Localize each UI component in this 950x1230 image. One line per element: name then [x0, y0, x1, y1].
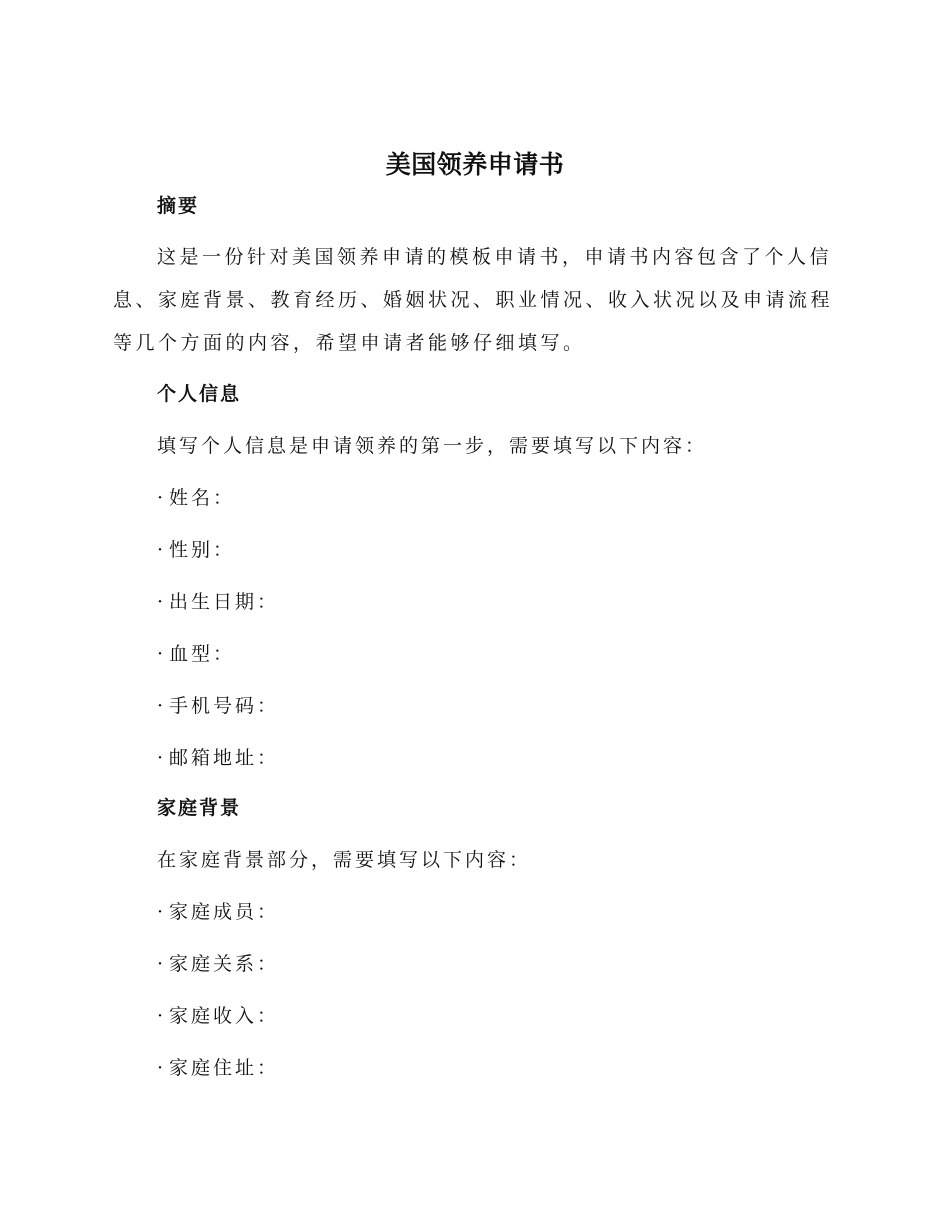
field-label: 手机号码：	[169, 695, 280, 717]
bullet: ·	[157, 901, 167, 923]
personal-info-intro: 填写个人信息是申请领养的第一步，需要填写以下内容：	[157, 435, 708, 457]
field-email	[157, 744, 279, 772]
bullet: ·	[157, 747, 167, 769]
field-label: 血型：	[169, 643, 236, 665]
family-background-intro: 在家庭背景部分，需要填写以下内容：	[157, 849, 532, 871]
field-family-address	[157, 1054, 279, 1082]
field-label: 姓名：	[169, 487, 236, 509]
document-title: 美国领养申请书	[385, 150, 565, 179]
field-label: 家庭住址：	[169, 1057, 280, 1079]
field-label: 家庭关系：	[169, 953, 280, 975]
field-label: 邮箱地址：	[169, 747, 280, 769]
field-name	[157, 484, 235, 512]
field-phone	[157, 692, 279, 720]
bullet: ·	[157, 1005, 167, 1027]
field-birth-date	[157, 588, 279, 616]
field-family-income	[157, 1002, 279, 1030]
field-label: 出生日期：	[169, 591, 280, 613]
personal-info-heading: 个人信息	[157, 383, 242, 405]
field-label: 家庭收入：	[169, 1005, 280, 1027]
bullet: ·	[157, 695, 167, 717]
abstract-heading: 摘要	[157, 195, 200, 217]
bullet: ·	[157, 953, 167, 975]
bullet: ·	[157, 591, 167, 613]
abstract-paragraph: 这是一份针对美国领养申请的模板申请书，申请书内容包含了个人信息、家庭背景、教育经历、婚姻状况、职业情况、收入状况以及申请流程等几个方面的内容，希望申请者能够仔细填写。	[113, 246, 834, 354]
field-family-members	[157, 898, 279, 926]
bullet: ·	[157, 487, 167, 509]
family-background-heading: 家庭背景	[157, 797, 242, 819]
field-blood-type	[157, 640, 235, 668]
bullet: ·	[157, 539, 167, 561]
field-gender	[157, 536, 235, 564]
bullet: ·	[157, 1057, 167, 1079]
field-label: 家庭成员：	[169, 901, 280, 923]
field-family-relations	[157, 950, 279, 978]
bullet: ·	[157, 643, 167, 665]
field-label: 性别：	[169, 539, 236, 561]
